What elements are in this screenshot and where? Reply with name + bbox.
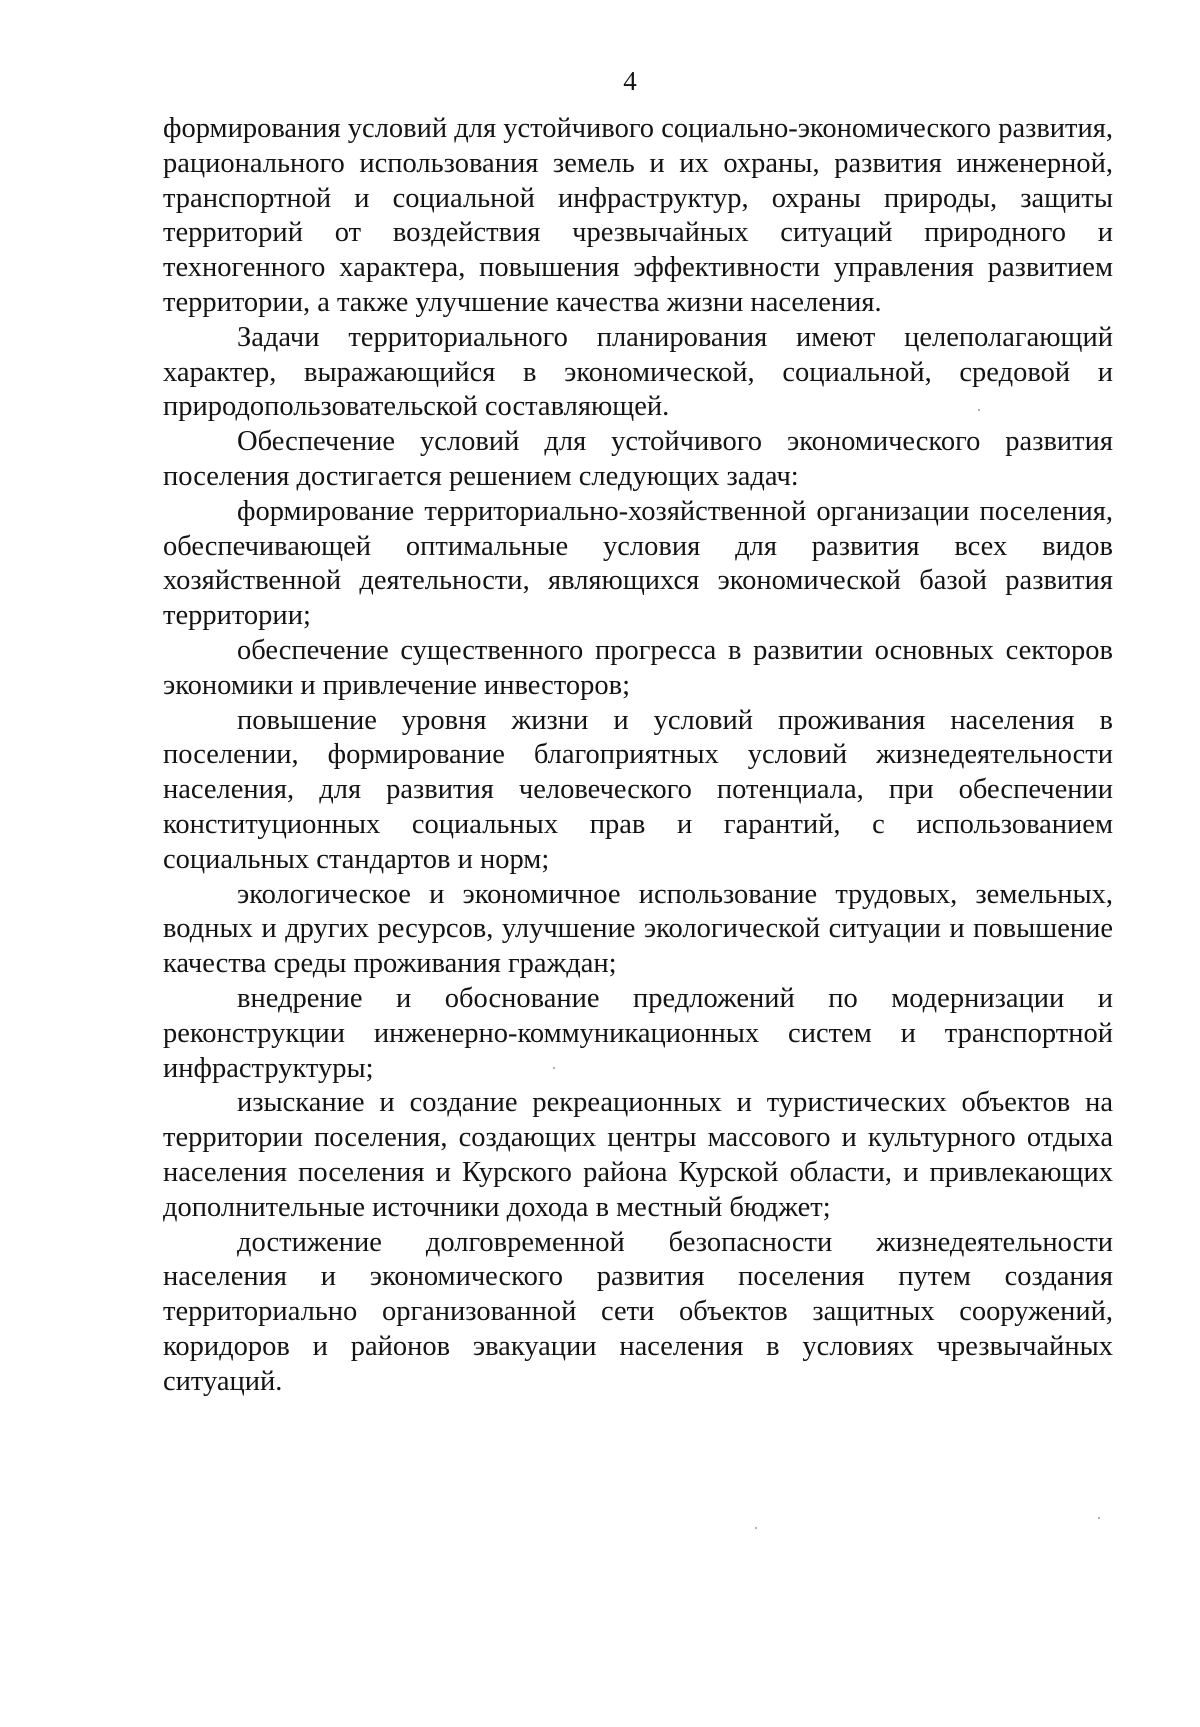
list-item-territorial-organization: формирование территориально-хозяйственной организации поселения, обеспечивающей оптимальные условия для развития всех видов хозяйственной деятельности, являющихся экономической базой развития территории;: [163, 495, 1113, 632]
document-body: [163, 112, 1113, 1399]
scan-speck: [755, 1527, 757, 1529]
scan-speck: [1098, 1517, 1100, 1519]
page-number: 4: [623, 66, 637, 96]
scan-speck: [553, 1067, 555, 1069]
list-item-recreation-objects: изыскание и создание рекреационных и туристических объектов на территории поселения, создающих центры массового и культурного отдыха населения поселения и Курского района Курской области, и привлекающих дополнительные источники дохода в местный бюджет;: [163, 1087, 1113, 1223]
list-item-safety: достижение долговременной безопасности жизнедеятельности населения и экономического развития поселения путем создания территориально организованной сети объектов защитных сооружений, коридоров и районов эвакуации населения в условиях чрезвычайных ситуаций.: [163, 1226, 1113, 1397]
list-item-infrastructure-modernization: внедрение и обоснование предложений по модернизации и реконструкции инженерно-коммуникационных систем и транспортной инфраструктуры;: [163, 982, 1113, 1084]
paragraph-planning-tasks: Задачи территориального планирования имеют целеполагающий характер, выражающийся в экономической, социальной, средовой и природопользовательской составляющей.: [163, 321, 1113, 423]
list-item-resource-use: экологическое и экономичное использование трудовых, земельных, водных и других ресурсов, улучшение экологической ситуации и повышение качества среды проживания граждан;: [163, 878, 1113, 980]
list-item-economic-progress: обеспечение существенного прогресса в развитии основных секторов экономики и привлечение инвесторов;: [163, 634, 1113, 701]
scan-speck: [978, 409, 980, 411]
paragraph-goals-continuation: формирования условий для устойчивого социально-экономического развития, рационального использования земель и их охраны, развития инженерной, транспортной и социальной инфраструктур, охраны природы, защиты территорий от воздействия чрезвычайных ситуаций природного и техногенного характера, повышения эффективности управления развитием территории, а также улучшение качества жизни населения.: [163, 113, 1113, 318]
list-item-living-standards: повышение уровня жизни и условий проживания населения в поселении, формирование благоприятных условий жизнедеятельности населения, для развития человеческого потенциала, при обеспечении конституционных социальных прав и гарантий, с использованием социальных стандартов и норм;: [163, 704, 1113, 875]
paragraph-economic-development: Обеспечение условий для устойчивого экономического развития поселения достигается решением следующих задач:: [163, 426, 1113, 492]
